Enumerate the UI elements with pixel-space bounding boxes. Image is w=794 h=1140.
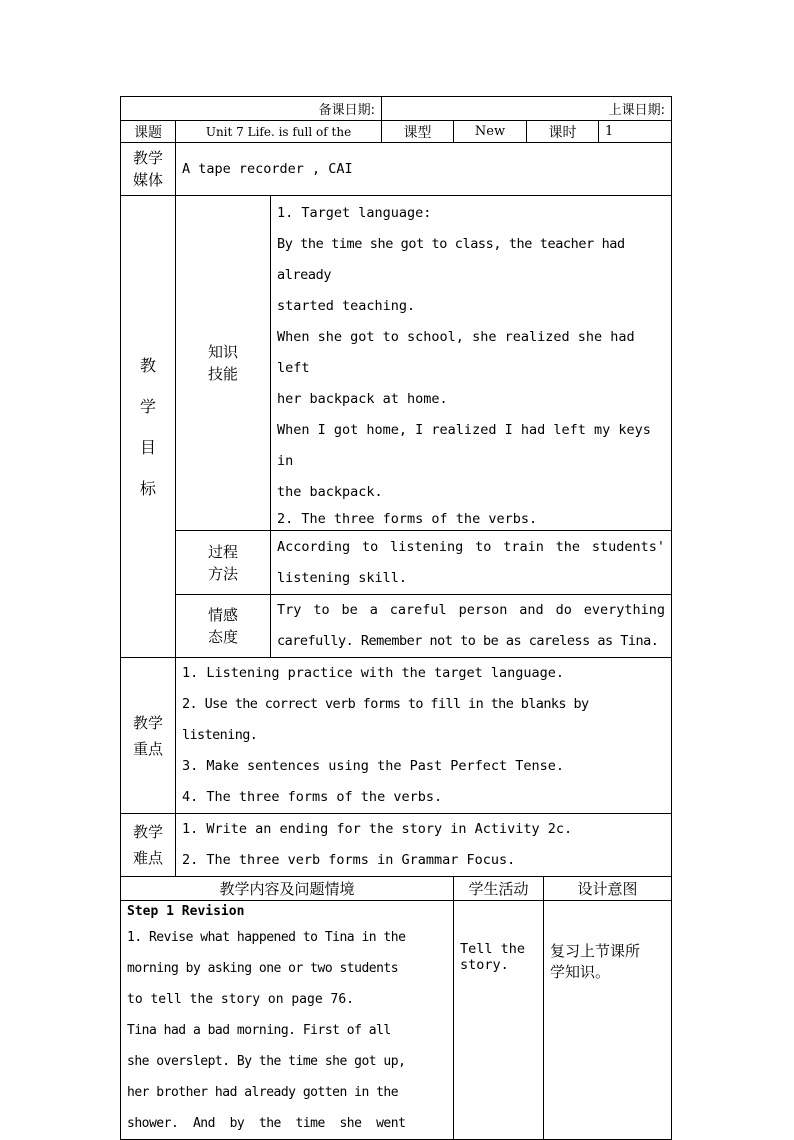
objectives-label-char: 目 <box>139 437 156 457</box>
procedure-line: 1. Revise what happened to Tina in the <box>127 930 406 945</box>
attitude-label <box>176 595 271 658</box>
media-value: A tape recorder , CAI <box>176 143 672 196</box>
media-label-line: 教学 <box>132 149 163 167</box>
procedure-header-row <box>121 877 672 901</box>
process-label-line: 方法 <box>207 564 238 583</box>
process-label <box>176 531 271 595</box>
procedure-step-row <box>121 901 672 1140</box>
objectives-label <box>121 196 176 658</box>
difficulties-content <box>176 814 672 877</box>
lesson-plan-table <box>120 96 672 1140</box>
col-activity-header: 学生活动 <box>454 877 544 901</box>
type-value: New <box>454 121 527 143</box>
knowledge-line: 1. Target language: <box>277 205 432 221</box>
attitude-line: carefully. Remember not to be as careless as Tina. <box>277 633 659 649</box>
col-content-header: 教学内容及问题情境 <box>121 877 454 901</box>
key-point-line: 4. The three forms of the verbs. <box>182 789 443 805</box>
knowledge-line: 2. The three forms of the verbs. <box>277 511 538 527</box>
attitude-content <box>271 595 672 658</box>
prep-date-label: 备课日期: <box>121 97 382 121</box>
key-points-label <box>121 658 176 814</box>
key-points-label-line: 重点 <box>132 739 163 758</box>
objectives-label-char: 教 <box>139 355 156 375</box>
period-label: 课时 <box>527 121 599 143</box>
objectives-attitude-row <box>121 595 672 658</box>
knowledge-content <box>271 196 672 531</box>
knowledge-line: the backpack. <box>277 484 383 500</box>
knowledge-label-line: 知识 <box>207 343 238 361</box>
student-activity: Tell the story. <box>454 901 544 1140</box>
attitude-label-line: 态度 <box>207 628 238 646</box>
type-label: 课型 <box>382 121 454 143</box>
procedure-line: her brother had already gotten in the <box>127 1085 399 1100</box>
period-value: 1 <box>599 121 672 143</box>
objectives-label-char: 标 <box>139 478 156 498</box>
difficulties-label-line: 难点 <box>132 849 163 867</box>
procedure-content <box>121 901 454 1140</box>
topic-row <box>121 121 672 143</box>
difficulties-label-line: 教学 <box>132 823 163 841</box>
process-content <box>271 531 672 595</box>
class-date-label: 上课日期: <box>382 97 672 121</box>
knowledge-line: started teaching. <box>277 298 416 314</box>
key-points-row <box>121 658 672 814</box>
topic-label: 课题 <box>121 121 176 143</box>
objectives-label-char: 学 <box>139 396 156 416</box>
procedure-line: shower. And by the time she went <box>127 1116 406 1131</box>
objectives-knowledge-row <box>121 196 672 531</box>
procedure-line: Tina had a bad morning. First of all <box>127 1023 391 1038</box>
media-row <box>121 143 672 196</box>
lesson-plan-document <box>120 96 671 1140</box>
difficulty-line: 1. Write an ending for the story in Activity 2c. <box>182 821 573 837</box>
key-point-line: 1. Listening practice with the target language. <box>182 665 565 681</box>
difficulties-label <box>121 814 176 877</box>
knowledge-line: When she got to school, she realized she had left <box>277 329 635 376</box>
topic-value: Unit 7 Life. is full of the <box>176 121 382 143</box>
process-line: listening skill. <box>277 569 408 586</box>
step-title: Step 1 Revision <box>127 904 245 919</box>
col-intent-header: 设计意图 <box>544 877 672 901</box>
design-intent <box>544 901 672 1140</box>
media-label-line: 媒体 <box>132 171 163 189</box>
process-line: According to listening to train the students' <box>277 538 666 555</box>
difficulties-row <box>121 814 672 877</box>
process-label-line: 过程 <box>207 542 238 561</box>
attitude-label-line: 情感 <box>207 606 238 624</box>
knowledge-line: By the time she got to class, the teacher had already <box>277 236 625 283</box>
key-point-line: 2. Use the correct verb forms to fill in the blanks by listening. <box>182 696 589 743</box>
media-label <box>121 143 176 196</box>
procedure-line: to tell the story on page 76. <box>127 992 354 1007</box>
difficulty-line: 2. The three verb forms in Grammar Focus. <box>182 852 516 868</box>
key-points-content <box>176 658 672 814</box>
knowledge-label <box>176 196 271 531</box>
knowledge-label-line: 技能 <box>207 365 238 383</box>
key-point-line: 3. Make sentences using the Past Perfect Tense. <box>182 758 565 774</box>
procedure-line: morning by asking one or two students <box>127 961 399 976</box>
objectives-process-row <box>121 531 672 595</box>
design-intent-line: 学知识。 <box>550 963 611 981</box>
knowledge-line: When I got home, I realized I had left my keys in <box>277 422 651 469</box>
date-row <box>121 97 672 121</box>
knowledge-line: her backpack at home. <box>277 391 448 407</box>
attitude-line: Try to be a careful person and do everything <box>277 602 666 618</box>
procedure-line: she overslept. By the time she got up, <box>127 1054 406 1069</box>
design-intent-line: 复习上节课所 <box>550 942 641 960</box>
key-points-label-line: 教学 <box>132 713 163 732</box>
